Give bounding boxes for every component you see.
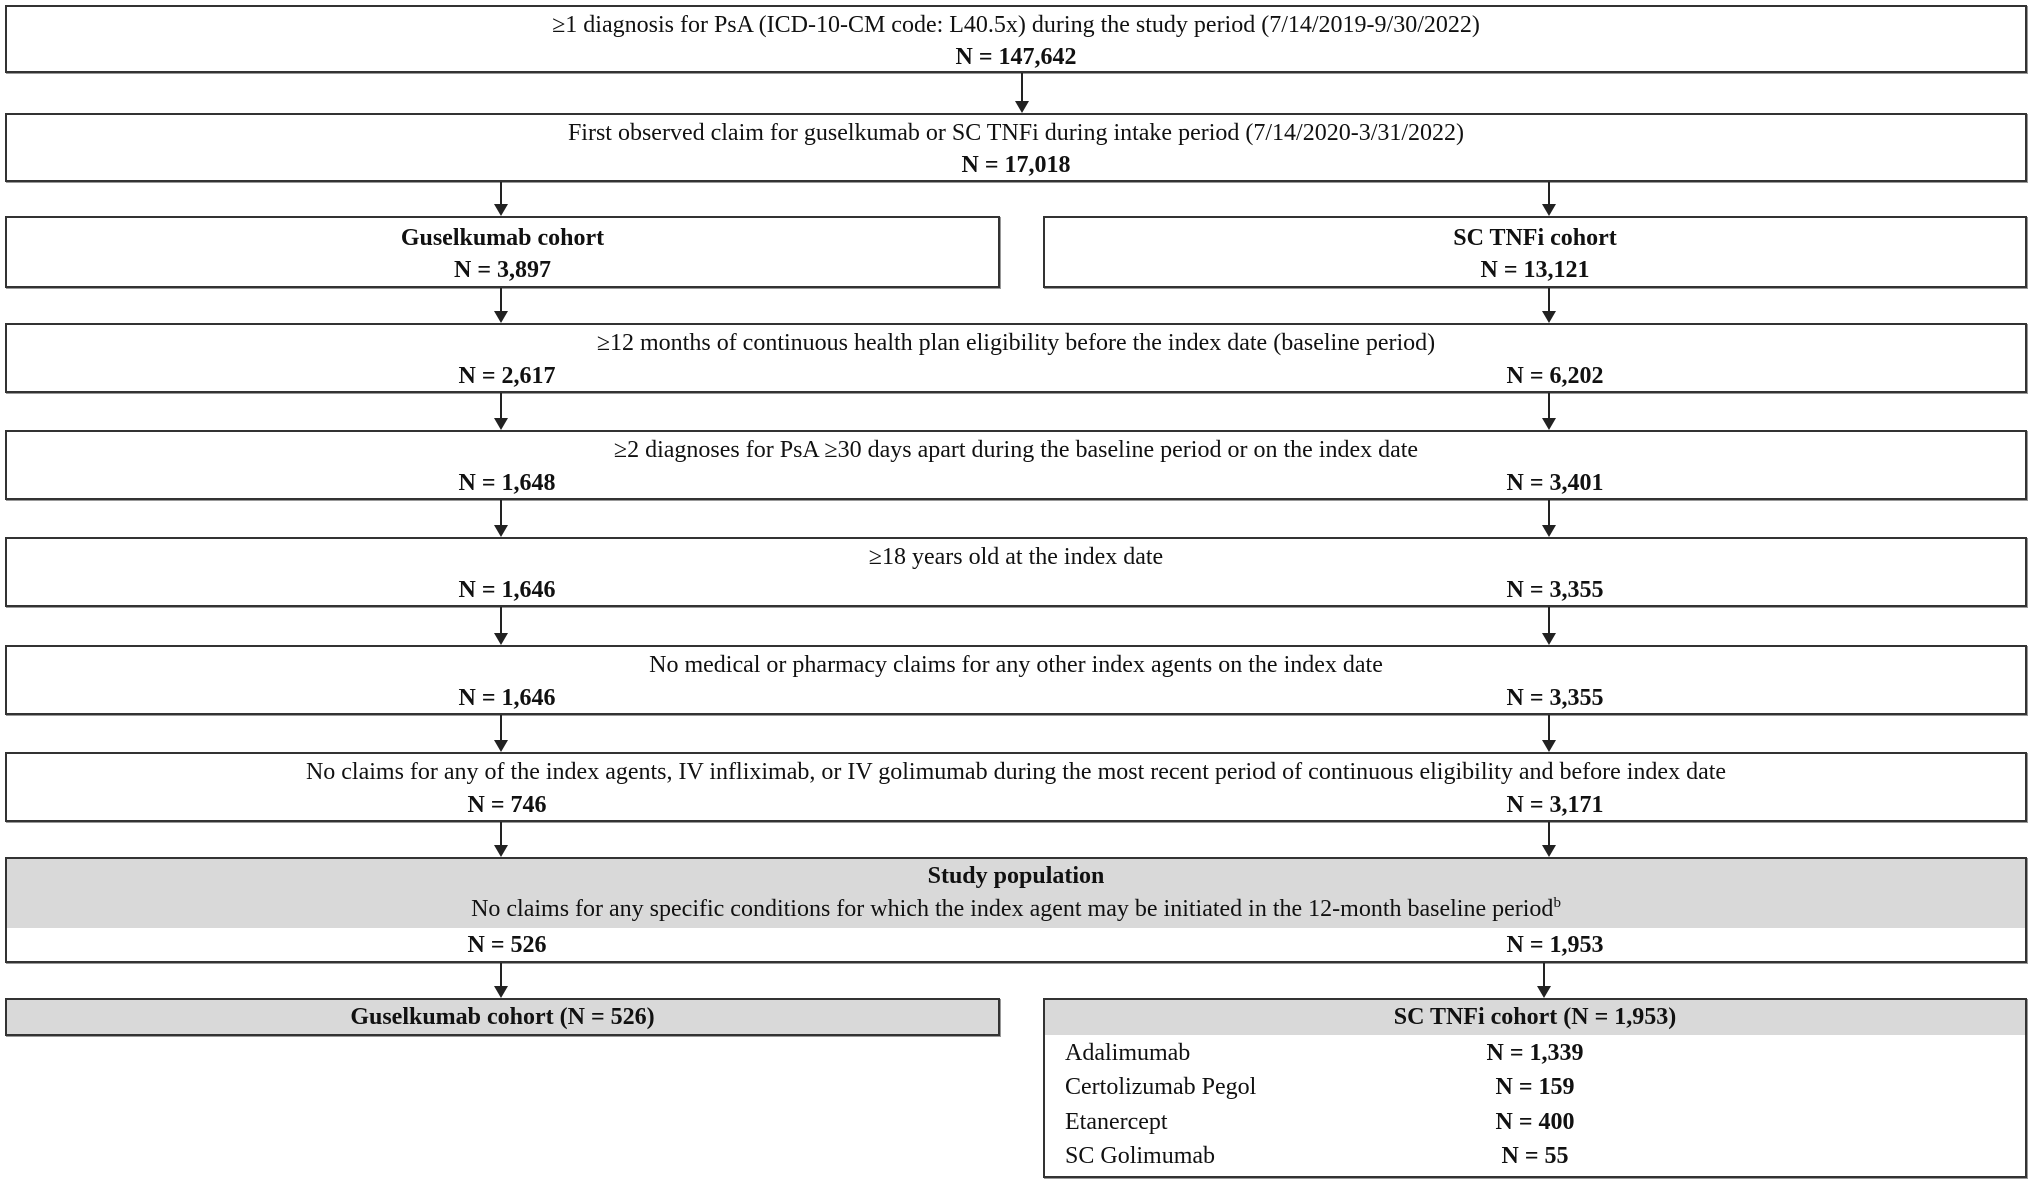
arrow-left-4 — [500, 607, 502, 643]
guselkumab-cohort-count: N = 3,897 — [453, 257, 551, 283]
criterion-count-left: N = 1,646 — [458, 577, 556, 603]
step2-box — [5, 113, 2027, 182]
final-guselkumab-cohort-box — [5, 998, 1000, 1036]
criterion-count-left: N = 1,646 — [458, 685, 556, 711]
criterion-box-eligibility — [5, 323, 2027, 393]
study-population-count-right: N = 1,953 — [1506, 932, 1604, 958]
criterion-count-right: N = 3,171 — [1506, 792, 1604, 818]
arrow-right-1 — [1548, 288, 1550, 321]
criterion-count-left: N = 2,617 — [458, 363, 556, 389]
agent-count: N = 1,339 — [1486, 1040, 1584, 1066]
guselkumab-cohort-box — [5, 216, 1000, 288]
arrow-left-6 — [500, 822, 502, 855]
arrow-step1-to-step2 — [1021, 73, 1023, 111]
agent-count: N = 400 — [1495, 1109, 1575, 1135]
criterion-count-left: N = 746 — [467, 792, 547, 818]
agent-name: Certolizumab Pegol — [1065, 1074, 1257, 1100]
agent-name: SC Golimumab — [1065, 1143, 1216, 1169]
study-population-header — [7, 859, 2025, 928]
arrow-right-final — [1543, 963, 1545, 996]
footnote-marker: b — [1553, 895, 1561, 911]
agent-count: N = 55 — [1501, 1143, 1569, 1169]
agent-name: Etanercept — [1065, 1109, 1168, 1135]
arrow-step2-to-sc-tnfi — [1548, 182, 1550, 214]
arrow-left-final — [500, 963, 502, 996]
criterion-text: ≥2 diagnoses for PsA ≥30 days apart during the baseline period or on the index date — [613, 437, 1419, 463]
agent-row-adalimumab — [1045, 1038, 2025, 1068]
study-population-count-left: N = 526 — [467, 932, 547, 958]
criterion-count-right: N = 3,355 — [1506, 577, 1604, 603]
criterion-text: No claims for any of the index agents, IV infliximab, or IV golimumab during the most recent period of continuous eligibility and before index date — [305, 759, 1727, 785]
agent-row-certolizumab-pegol — [1045, 1072, 2025, 1102]
step1-box — [5, 5, 2027, 73]
arrow-right-3 — [1548, 500, 1550, 535]
step2-criterion: First observed claim for guselkumab or SC TNFi during intake period (7/14/2020-3/31/2022) — [567, 120, 1465, 146]
sc-tnfi-cohort-box — [1043, 216, 2027, 288]
criterion-count-right: N = 6,202 — [1506, 363, 1604, 389]
criterion-box-psa-diagnoses — [5, 430, 2027, 500]
arrow-left-2 — [500, 393, 502, 428]
criterion-text: No medical or pharmacy claims for any other index agents on the index date — [649, 652, 1383, 678]
criterion-count-left: N = 1,648 — [458, 470, 556, 496]
criterion-count-right: N = 3,401 — [1506, 470, 1604, 496]
arrow-right-2 — [1548, 393, 1550, 428]
arrow-step2-to-guselkumab — [500, 182, 502, 214]
guselkumab-cohort-title: Guselkumab cohort — [400, 225, 605, 251]
agent-row-sc-golimumab — [1045, 1141, 2025, 1171]
criterion-box-prior-claims — [5, 752, 2027, 822]
study-population-title: Study population — [927, 863, 1105, 889]
arrow-left-1 — [500, 288, 502, 321]
criterion-count-right: N = 3,355 — [1506, 685, 1604, 711]
study-population-criterion — [7, 894, 2025, 924]
final-sc-tnfi-cohort-box — [1043, 998, 2027, 1178]
sc-tnfi-cohort-count: N = 13,121 — [1480, 257, 1590, 283]
arrow-right-6 — [1548, 822, 1550, 855]
criterion-box-other-agents — [5, 645, 2027, 715]
final-guselkumab-cohort-title: Guselkumab cohort (N = 526) — [350, 1004, 655, 1030]
sc-tnfi-cohort-title: SC TNFi cohort — [1453, 225, 1617, 251]
agent-name: Adalimumab — [1065, 1040, 1191, 1066]
arrow-left-5 — [500, 715, 502, 750]
step1-criterion: ≥1 diagnosis for PsA (ICD-10-CM code: L40.5x) during the study period (7/14/2019-9/30/2022) — [552, 12, 1480, 38]
arrow-left-3 — [500, 500, 502, 535]
final-sc-tnfi-header — [1045, 1000, 2025, 1035]
study-population-box — [5, 857, 2027, 963]
criterion-text: ≥18 years old at the index date — [868, 544, 1164, 570]
step2-count: N = 17,018 — [961, 152, 1071, 178]
criterion-box-age — [5, 537, 2027, 607]
criterion-text: ≥12 months of continuous health plan eligibility before the index date (baseline period) — [596, 330, 1436, 356]
agent-count: N = 159 — [1495, 1074, 1575, 1100]
study-population-text: No claims for any specific conditions for which the index agent may be initiated in the 12-month baseline period — [471, 896, 1554, 922]
final-sc-tnfi-cohort-title: SC TNFi cohort (N = 1,953) — [1393, 1004, 1677, 1030]
agent-row-etanercept — [1045, 1107, 2025, 1137]
arrow-right-5 — [1548, 715, 1550, 750]
step1-count: N = 147,642 — [955, 44, 1077, 70]
arrow-right-4 — [1548, 607, 1550, 643]
